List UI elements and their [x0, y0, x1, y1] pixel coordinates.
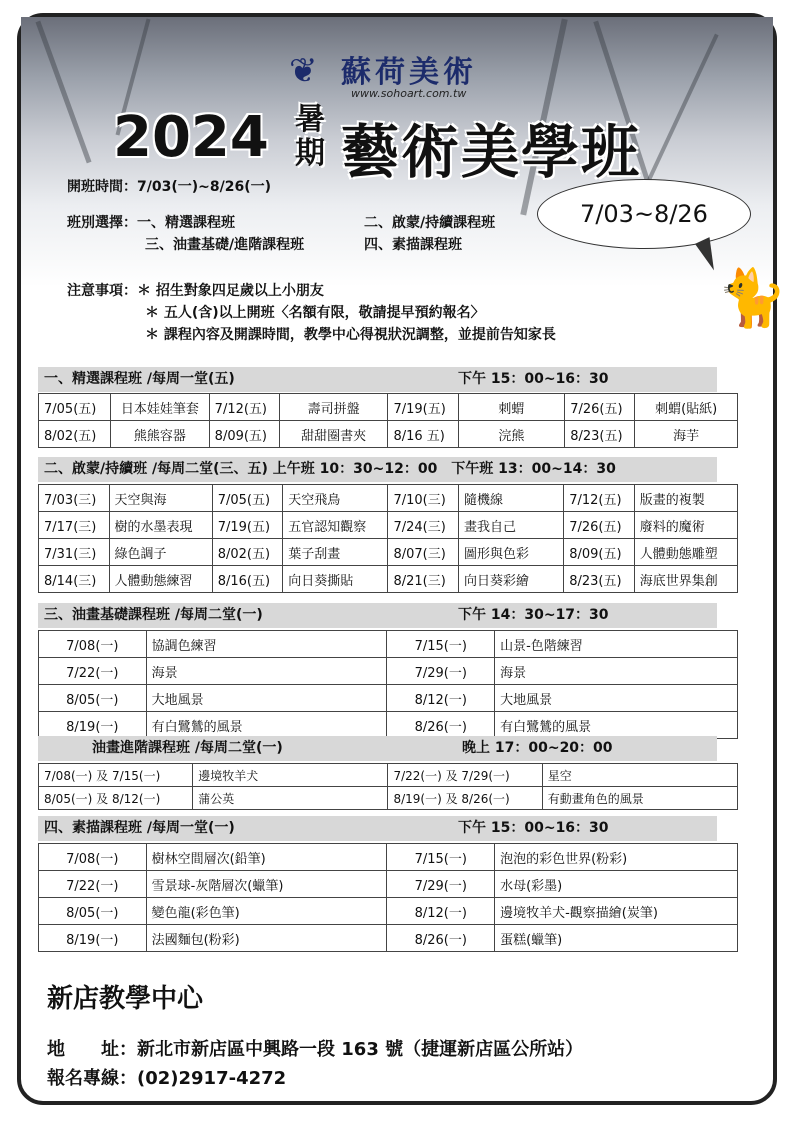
cell: 8/16 五): [388, 421, 458, 448]
cell: 廢料的魔術: [634, 512, 737, 539]
class-2: 二、啟蒙/持續課程班: [364, 215, 496, 231]
cell: 葉子刮畫: [283, 539, 388, 566]
cell: 壽司拼盤: [279, 394, 388, 421]
table-row: [39, 898, 738, 925]
section-1-title: 一、精選課程班 /每周一堂(五): [44, 371, 235, 387]
table-row: [39, 658, 738, 685]
cell: 7/31(三): [39, 539, 110, 566]
cell: 7/05(五): [212, 485, 283, 512]
phone: 報名專線：(02)2917-4272: [47, 1068, 287, 1089]
cell: 圖形與色彩: [458, 539, 563, 566]
cell: 浣熊: [458, 421, 565, 448]
table-row: [39, 485, 738, 512]
cell: 7/29(一): [387, 658, 495, 685]
cell: 7/24(三): [388, 512, 459, 539]
class-3: 三、油畫基礎/進階課程班: [145, 237, 305, 253]
cell: 8/05(一): [39, 898, 147, 925]
cell: 協調色練習: [146, 631, 387, 658]
section-2-table: [38, 484, 738, 593]
cartoon-figure-icon: 🐈: [717, 266, 787, 331]
cell: 海底世界集創: [634, 566, 737, 593]
brand-logo: [289, 47, 529, 107]
table-row: [39, 539, 738, 566]
cell: 山景-色階練習: [495, 631, 738, 658]
cell: 甜甜圈書夾: [279, 421, 388, 448]
table-row: [39, 685, 738, 712]
center-name: 新店教學中心: [47, 984, 204, 1014]
cell: 8/02(五): [39, 421, 111, 448]
cell: 8/19(一) 及 8/26(一): [388, 787, 542, 810]
cell: 7/10(三): [388, 485, 459, 512]
table-row: [39, 712, 738, 739]
date-speech-bubble: 7/03~8/26: [537, 179, 751, 249]
cell: 8/05(一): [39, 685, 147, 712]
table-row: [39, 925, 738, 952]
class-options: [67, 212, 304, 256]
notice-label: 注意事項：: [67, 283, 137, 299]
cell: 刺蝟(貼紙): [635, 394, 738, 421]
title-year: 2024: [113, 105, 269, 170]
table-row: [39, 764, 738, 787]
brand-name: 蘇荷美術: [341, 55, 477, 90]
cell: 泡泡的彩色世界(粉彩): [495, 844, 738, 871]
cell: 8/23(五): [564, 566, 635, 593]
section-4-time: 下午 15：00~16：30: [458, 820, 609, 836]
section-2-title: 二、啟蒙/持續班 /每周二堂(三、五) 上午班 10：30~12：00 下午班 13：00~14：30: [44, 461, 616, 477]
section-3-table: [38, 630, 738, 739]
cell: 人體動態雕塑: [634, 539, 737, 566]
table-row: [39, 871, 738, 898]
cell: 8/05(一) 及 8/12(一): [39, 787, 193, 810]
cell: 8/09(五): [564, 539, 635, 566]
cell: 7/08(一) 及 7/15(一): [39, 764, 193, 787]
notice-2: ＊ 五人(含)以上開班〈名額有限，敬請提早預約報名〉: [145, 305, 485, 321]
cell: 7/15(一): [387, 844, 495, 871]
cell: 7/03(三): [39, 485, 110, 512]
cell: 有白鷺鷥的風景: [146, 712, 387, 739]
cell: 天空與海: [109, 485, 212, 512]
table-row: [39, 787, 738, 810]
cell: 8/26(一): [387, 712, 495, 739]
cell: 8/19(一): [39, 712, 147, 739]
table-row: [39, 512, 738, 539]
section-4-table: [38, 843, 738, 952]
info-block: [67, 176, 271, 198]
brand-mark-icon: ❦: [289, 51, 318, 91]
notice-3: ＊ 課程內容及開課時間，教學中心得視狀況調整，並提前告知家長: [145, 327, 556, 343]
section-3b-table: [38, 763, 738, 810]
cell: 向日葵撕貼: [283, 566, 388, 593]
section-3-title: 三、油畫基礎課程班 /每周二堂(一): [44, 607, 263, 623]
section-3-header: [38, 603, 717, 628]
address: 地 址：新北市新店區中興路一段 163 號（捷運新店區公所站）: [47, 1039, 584, 1060]
notice-1: ＊ 招生對象四足歲以上小朋友: [137, 283, 324, 299]
cell: 法國麵包(粉彩): [146, 925, 387, 952]
cell: 有動畫角色的風景: [542, 787, 737, 810]
cell: 綠色調子: [109, 539, 212, 566]
cell: 邊境牧羊犬: [193, 764, 388, 787]
cell: 7/29(一): [387, 871, 495, 898]
class-options-right: [364, 212, 495, 256]
section-2-header: [38, 457, 717, 482]
cell: 隨機線: [458, 485, 563, 512]
section-3b-header: [38, 736, 717, 761]
section-3b-time: 晚上 17：00~20：00: [462, 740, 613, 756]
cell: 熊熊容器: [111, 421, 210, 448]
class-1: 一、精選課程班: [137, 215, 235, 231]
cell: 版畫的複製: [634, 485, 737, 512]
cell: 8/12(一): [387, 685, 495, 712]
cell: 變色龍(彩色筆): [146, 898, 387, 925]
section-1-time: 下午 15：00~16：30: [458, 371, 609, 387]
section-4-title: 四、素描課程班 /每周一堂(一): [44, 820, 235, 836]
cell: 8/12(一): [387, 898, 495, 925]
cell: 8/14(三): [39, 566, 110, 593]
cell: 7/22(一): [39, 871, 147, 898]
title-main: 藝術美學班: [341, 118, 642, 186]
cell: 8/21(三): [388, 566, 459, 593]
cell: 五官認知觀察: [283, 512, 388, 539]
cell: 大地風景: [146, 685, 387, 712]
cell: 7/22(一) 及 7/29(一): [388, 764, 542, 787]
cell: 7/17(三): [39, 512, 110, 539]
section-3-time: 下午 14：30~17：30: [458, 607, 609, 623]
cell: 7/08(一): [39, 631, 147, 658]
cell: 8/26(一): [387, 925, 495, 952]
table-row: [39, 844, 738, 871]
cell: 樹的水墨表現: [109, 512, 212, 539]
cell: 7/08(一): [39, 844, 147, 871]
cell: 8/02(五): [212, 539, 283, 566]
table-row: [39, 631, 738, 658]
cell: 7/15(一): [387, 631, 495, 658]
cell: 7/12(五): [209, 394, 279, 421]
cell: 水母(彩墨): [495, 871, 738, 898]
section-1-header: [38, 367, 717, 392]
cell: 刺蝟: [458, 394, 565, 421]
cell: 8/16(五): [212, 566, 283, 593]
cell: 天空飛鳥: [283, 485, 388, 512]
cell: 星空: [542, 764, 737, 787]
cell: 邊境牧羊犬-觀察描繪(炭筆): [495, 898, 738, 925]
cell: 畫我自己: [458, 512, 563, 539]
cell: 日本娃娃筆套: [111, 394, 210, 421]
cell: 7/19(五): [388, 394, 458, 421]
cell: 蒲公英: [193, 787, 388, 810]
cell: 8/09(五): [209, 421, 279, 448]
cell: 人體動態練習: [109, 566, 212, 593]
cell: 7/12(五): [564, 485, 635, 512]
section-1-table: [38, 393, 738, 448]
cell: 海景: [146, 658, 387, 685]
title-season: [293, 103, 327, 171]
cell: 7/22(一): [39, 658, 147, 685]
cell: 有白鷺鷥的風景: [495, 712, 738, 739]
opening-time: 開班時間：7/03(一)~8/26(一): [67, 179, 271, 195]
notices: [67, 280, 556, 346]
cell: 8/23(五): [565, 421, 635, 448]
class-4: 四、素描課程班: [364, 237, 462, 253]
cell: 海芋: [635, 421, 738, 448]
cell: 7/26(五): [564, 512, 635, 539]
cell: 7/19(五): [212, 512, 283, 539]
table-row: [39, 566, 738, 593]
cell: 大地風景: [495, 685, 738, 712]
cell: 蛋糕(蠟筆): [495, 925, 738, 952]
table-row: [39, 394, 738, 421]
section-3b-title: 油畫進階課程班 /每周二堂(一): [92, 740, 283, 756]
class-label: 班別選擇：: [67, 215, 137, 231]
cell: 海景: [495, 658, 738, 685]
season-bottom: 期: [295, 136, 325, 171]
cell: 8/19(一): [39, 925, 147, 952]
cell: 樹林空間層次(鉛筆): [146, 844, 387, 871]
section-4-header: [38, 816, 717, 841]
cell: 雪景球-灰階層次(蠟筆): [146, 871, 387, 898]
season-top: 暑: [295, 102, 325, 137]
cell: 7/26(五): [565, 394, 635, 421]
cell: 7/05(五): [39, 394, 111, 421]
brand-url: www.sohoart.com.tw: [351, 87, 467, 100]
cell: 向日葵彩繪: [458, 566, 563, 593]
table-row: [39, 421, 738, 448]
cell: 8/07(三): [388, 539, 459, 566]
